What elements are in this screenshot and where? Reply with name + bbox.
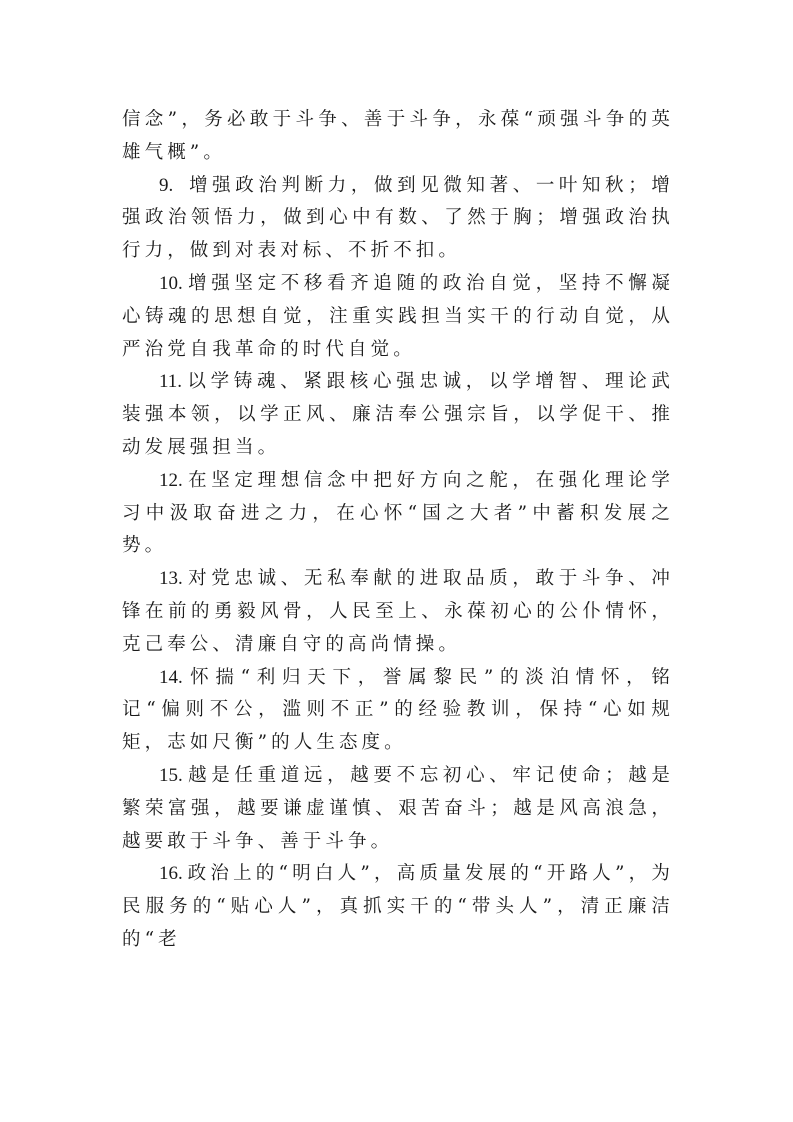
paragraph-text: 越是任重道远，越要不忘初心、牢记使命；越是繁荣富强，越要谦虚谨慎、艰苦奋斗；越是风高浪急，越要敢于斗争、善于斗争。 [122, 764, 675, 852]
paragraph-item-13 [122, 563, 674, 661]
paragraph-item-9 [122, 170, 674, 268]
item-number: 9. [159, 174, 174, 196]
document-page [122, 104, 674, 957]
paragraph-text: 怀揣“利归天下，誉属黎民”的淡泊情怀，铭记“偏则不公，滥则不正”的经验教训，保持“心如规矩，志如尺衡”的人生态度。 [122, 666, 675, 754]
item-number: 14. [159, 666, 183, 688]
item-number: 12. [159, 469, 183, 491]
item-number: 11. [159, 371, 183, 393]
paragraph-text: 对党忠诚、无私奉献的进取品质，敢于斗争、冲锋在前的勇毅风骨，人民至上、永葆初心的公仆情怀，克己奉公、清廉自守的高尚情操。 [122, 568, 675, 655]
paragraph-text: 以学铸魂、紧跟核心强忠诚，以学增智、理论武装强本领，以学正风、廉洁奉公强宗旨，以学促干、推动发展强担当。 [122, 371, 675, 458]
paragraph-continuation [122, 104, 674, 170]
item-number: 13. [159, 568, 183, 590]
paragraph-item-10 [122, 268, 674, 366]
paragraph-text: 增强政治判断力，做到见微知著、一叶知秋；增强政治领悟力，做到心中有数、了然于胸；增强政治执行力，做到对表对标、不折不扣。 [122, 174, 675, 262]
paragraph-item-11 [122, 366, 674, 464]
paragraph-text: 信念”，务必敢于斗争、善于斗争，永葆“顽强斗争的英雄气概”。 [122, 109, 674, 163]
item-number: 10. [159, 272, 183, 294]
paragraph-text: 增强坚定不移看齐追随的政治自觉，坚持不懈凝心铸魂的思想自觉，注重实践担当实干的行动自觉，从严治党自我革命的时代自觉。 [122, 272, 675, 360]
paragraph-text: 政治上的“明白人”，高质量发展的“开路人”，为民服务的“贴心人”，真抓实干的“带头人”，清正廉洁的“老 [122, 863, 674, 950]
paragraph-item-16 [122, 858, 674, 956]
paragraph-item-12 [122, 465, 674, 563]
paragraph-item-14 [122, 662, 674, 760]
paragraph-item-15 [122, 760, 674, 858]
paragraph-text: 在坚定理想信念中把好方向之舵，在强化理论学习中汲取奋进之力，在心怀“国之大者”中蓄积发展之势。 [122, 469, 675, 557]
item-number: 16. [159, 863, 183, 885]
item-number: 15. [159, 764, 183, 786]
